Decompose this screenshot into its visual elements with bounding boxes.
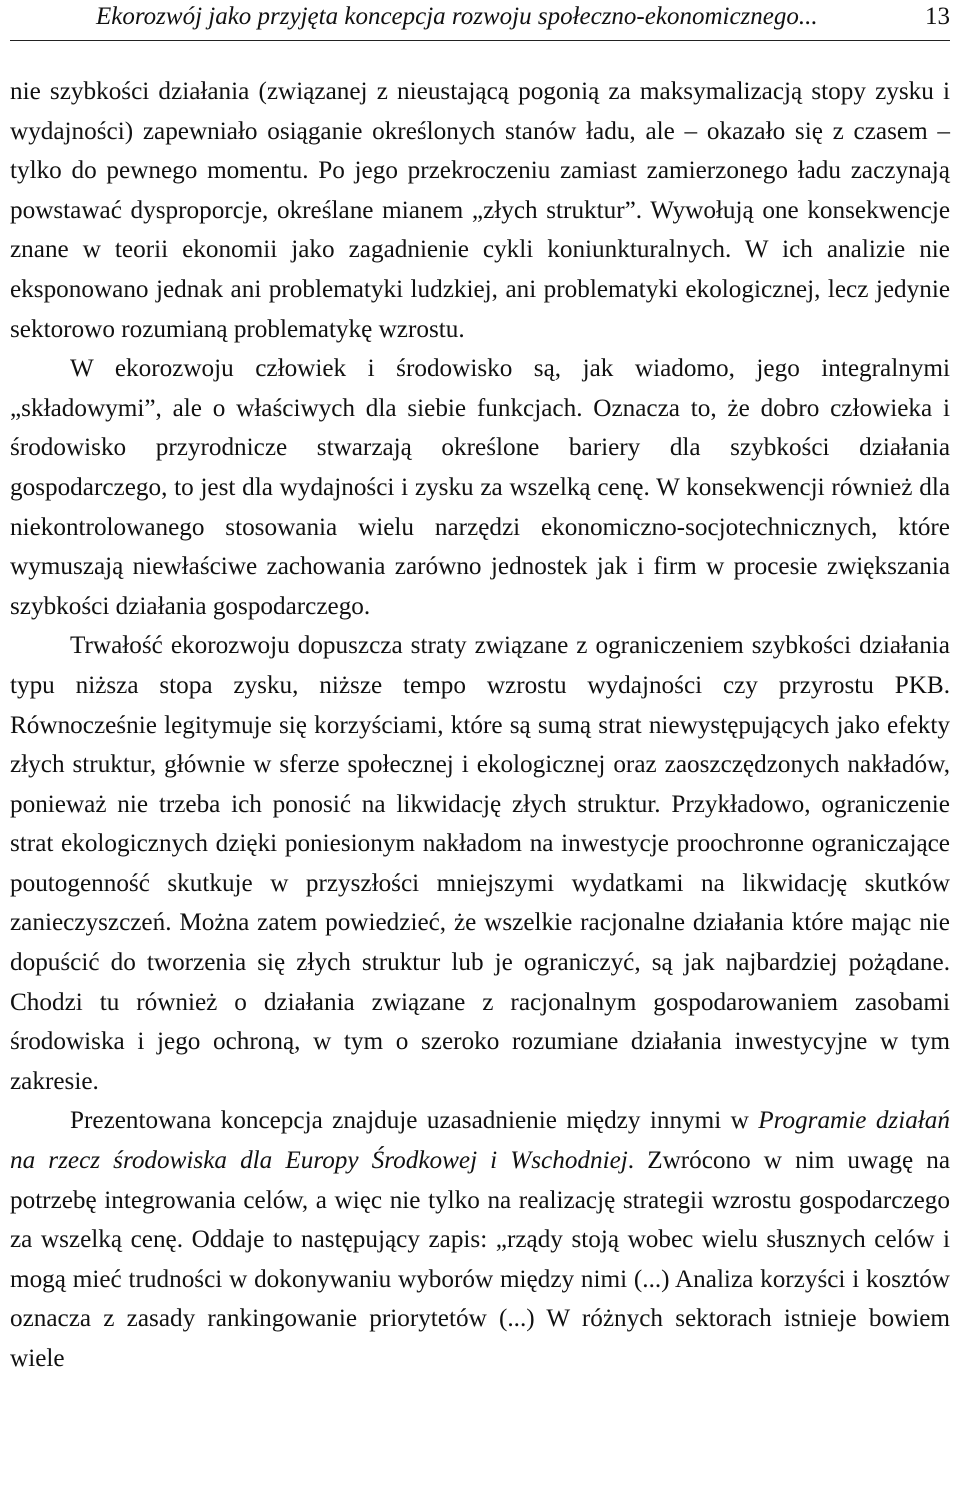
paragraph-4: [10, 1101, 950, 1378]
paragraph-3: Trwałość ekorozwoju dopuszcza straty związane z ograniczeniem szybkości działania typu niższa stopa zysku, niższe tempo wzrostu wydajności czy przyrostu PKB. Równocześnie legitymuje się korzyściami, które są sumą strat niewystępujących jako efekty złych struktur, głównie w sferze społecznej i ekologicznej oraz zaoszczędzonych nakładów, ponieważ nie trzeba ich ponosić na likwidację złych struktur. Przykładowo, ograniczenie strat ekologicznych dzięki poniesionym nakładom na inwestycje proochronne ograniczające poutogenność skutkuje w przyszłości mniejszymi wydatkami na likwidację skutków zanieczyszczeń. Można zatem powiedzieć, że wszelkie racjonalne działania które mając nie dopuścić do tworzenia się złych struktur lub je ograniczyć, są jak najbardziej pożądane. Chodzi tu również o działania związane z racjonalnym gospodarowaniem zasobami środowiska i jego ochroną, w tym o szeroko rozumiane działania inwestycyjne w tym zakresie.: [10, 632, 950, 1095]
body-text: [10, 72, 950, 1379]
paragraph-1: nie szybkości działania (związanej z nieustającą pogonią za maksymalizacją stopy zysku i wydajności) zapewniało osiąganie określonych stanów ładu, ale – okazało się z czasem – tylko do pewnego momentu. Po jego przekroczeniu zamiast zamierzonego ładu zaczynają powstawać dysproporcje, określane mianem „złych struktur”. Wywołują one konsekwencje znane w teorii ekonomii jako zagadnienie cykli koniunkturalnych. W ich analizie nie eksponowano jednak ani problematyki ludzkiej, ani problematyki ekologicznej, lecz jedynie sektorowo rozumianą problematykę wzrostu.: [10, 78, 950, 343]
paragraph-4-intro: Prezentowana koncepcja znajduje uzasadnienie między innymi w: [70, 1107, 759, 1135]
running-header: [10, 0, 950, 41]
paragraph-4-continuation: . Zwrócono w nim uwagę na potrzebę integrowania celów, a więc nie tylko na realizację strategii wzrostu gospodarczego za wszelką cenę. Oddaje to następujący zapis: „rządy stoją wobec wielu słusznych celów i mogą mieć trudności w dokonywaniu wyborów między nimi (...) Analiza korzyści i kosztów oznacza z zasady rankingowanie priorytetów (...) W różnych sektorach istnieje bowiem wiele: [10, 1147, 950, 1372]
running-title: Ekorozwój jako przyjęta koncepcja rozwoju społeczno-ekonomicznego...: [96, 3, 818, 30]
page-number: 13: [925, 3, 950, 30]
paragraph-2: W ekorozwoju człowiek i środowisko są, jak wiadomo, jego integralnymi „składowymi”, ale o właściwych dla siebie funkcjach. Oznacza to, że dobro człowieka i środowisko przyrodnicze stwarzają określone bariery dla szybkości działania gospodarczego, to jest dla wydajności i zysku za wszelką cenę. W konsekwencji również dla niekontrolowanego stosowania wielu narzędzi ekonomiczno-socjotechnicznych, które wymuszają niewłaściwe zachowania zarówno jednostek jak i firm w procesie zwiększania szybkości działania gospodarczego.: [10, 355, 950, 620]
cited-programme-title: Programie działań na rzecz środowiska dla Europy Środkowej i Wschodniej: [10, 1107, 950, 1175]
